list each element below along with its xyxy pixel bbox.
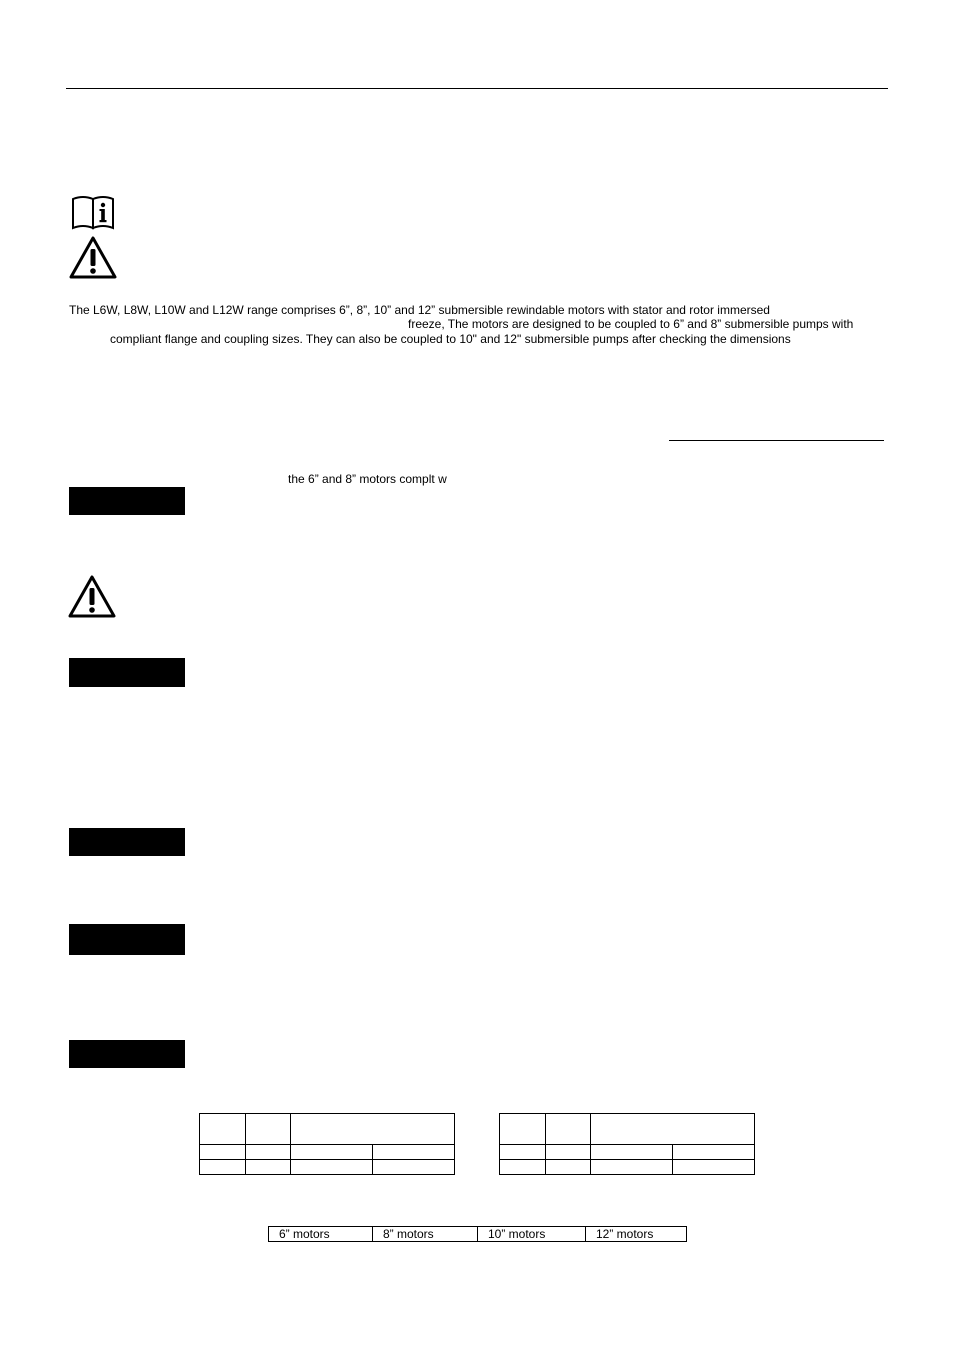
- warning-triangle-icon: [68, 235, 118, 280]
- table-cell: [373, 1145, 455, 1160]
- table-cell: [673, 1160, 755, 1175]
- data-table-left: [199, 1113, 455, 1175]
- table-cell: [546, 1160, 591, 1175]
- table-cell: [546, 1114, 591, 1145]
- table-cell: [500, 1160, 546, 1175]
- motor-size-cell: 8” motors: [373, 1227, 478, 1242]
- table-cell: [291, 1160, 373, 1175]
- table-cell: [200, 1114, 246, 1145]
- table-cell: [591, 1160, 673, 1175]
- table-cell: [246, 1145, 291, 1160]
- table-cell: [673, 1145, 755, 1160]
- read-manual-icon: [70, 195, 116, 231]
- intro-line-1: The L6W, L8W, L10W and L12W range comprises 6”, 8”, 10” and 12” submersible rewindable motors with stator and rotor immersed: [69, 303, 770, 317]
- table-cell: [291, 1114, 455, 1145]
- motor-sizes-table: [268, 1226, 687, 1242]
- motor-size-cell: 12” motors: [586, 1227, 687, 1242]
- intro-line-3: compliant flange and coupling sizes. They can also be coupled to 10" and 12" submersible pumps after checking the dimensions: [110, 332, 791, 346]
- section-heading-bar: [69, 828, 185, 856]
- underline-rule: [669, 440, 884, 441]
- section-heading-bar: [69, 658, 185, 687]
- section-heading-bar: [69, 487, 185, 515]
- table-cell: [500, 1114, 546, 1145]
- data-table-right: [499, 1113, 755, 1175]
- table-cell: [246, 1160, 291, 1175]
- compliance-text: the 6” and 8” motors complt w: [288, 472, 447, 486]
- warning-triangle-icon: [67, 574, 117, 619]
- table-cell: [373, 1160, 455, 1175]
- table-cell: [546, 1145, 591, 1160]
- intro-line-2: freeze, The motors are designed to be coupled to 6” and 8” submersible pumps with: [408, 317, 854, 331]
- section-heading-bar: [69, 924, 185, 955]
- table-cell: [591, 1145, 673, 1160]
- header-rule: [66, 88, 888, 89]
- table-cell: [500, 1145, 546, 1160]
- motor-size-cell: 6” motors: [269, 1227, 373, 1242]
- table-cell: [200, 1145, 246, 1160]
- section-heading-bar: [69, 1040, 185, 1068]
- table-cell: [200, 1160, 246, 1175]
- table-cell: [591, 1114, 755, 1145]
- table-cell: [291, 1145, 373, 1160]
- table-cell: [246, 1114, 291, 1145]
- motor-size-cell: 10” motors: [478, 1227, 586, 1242]
